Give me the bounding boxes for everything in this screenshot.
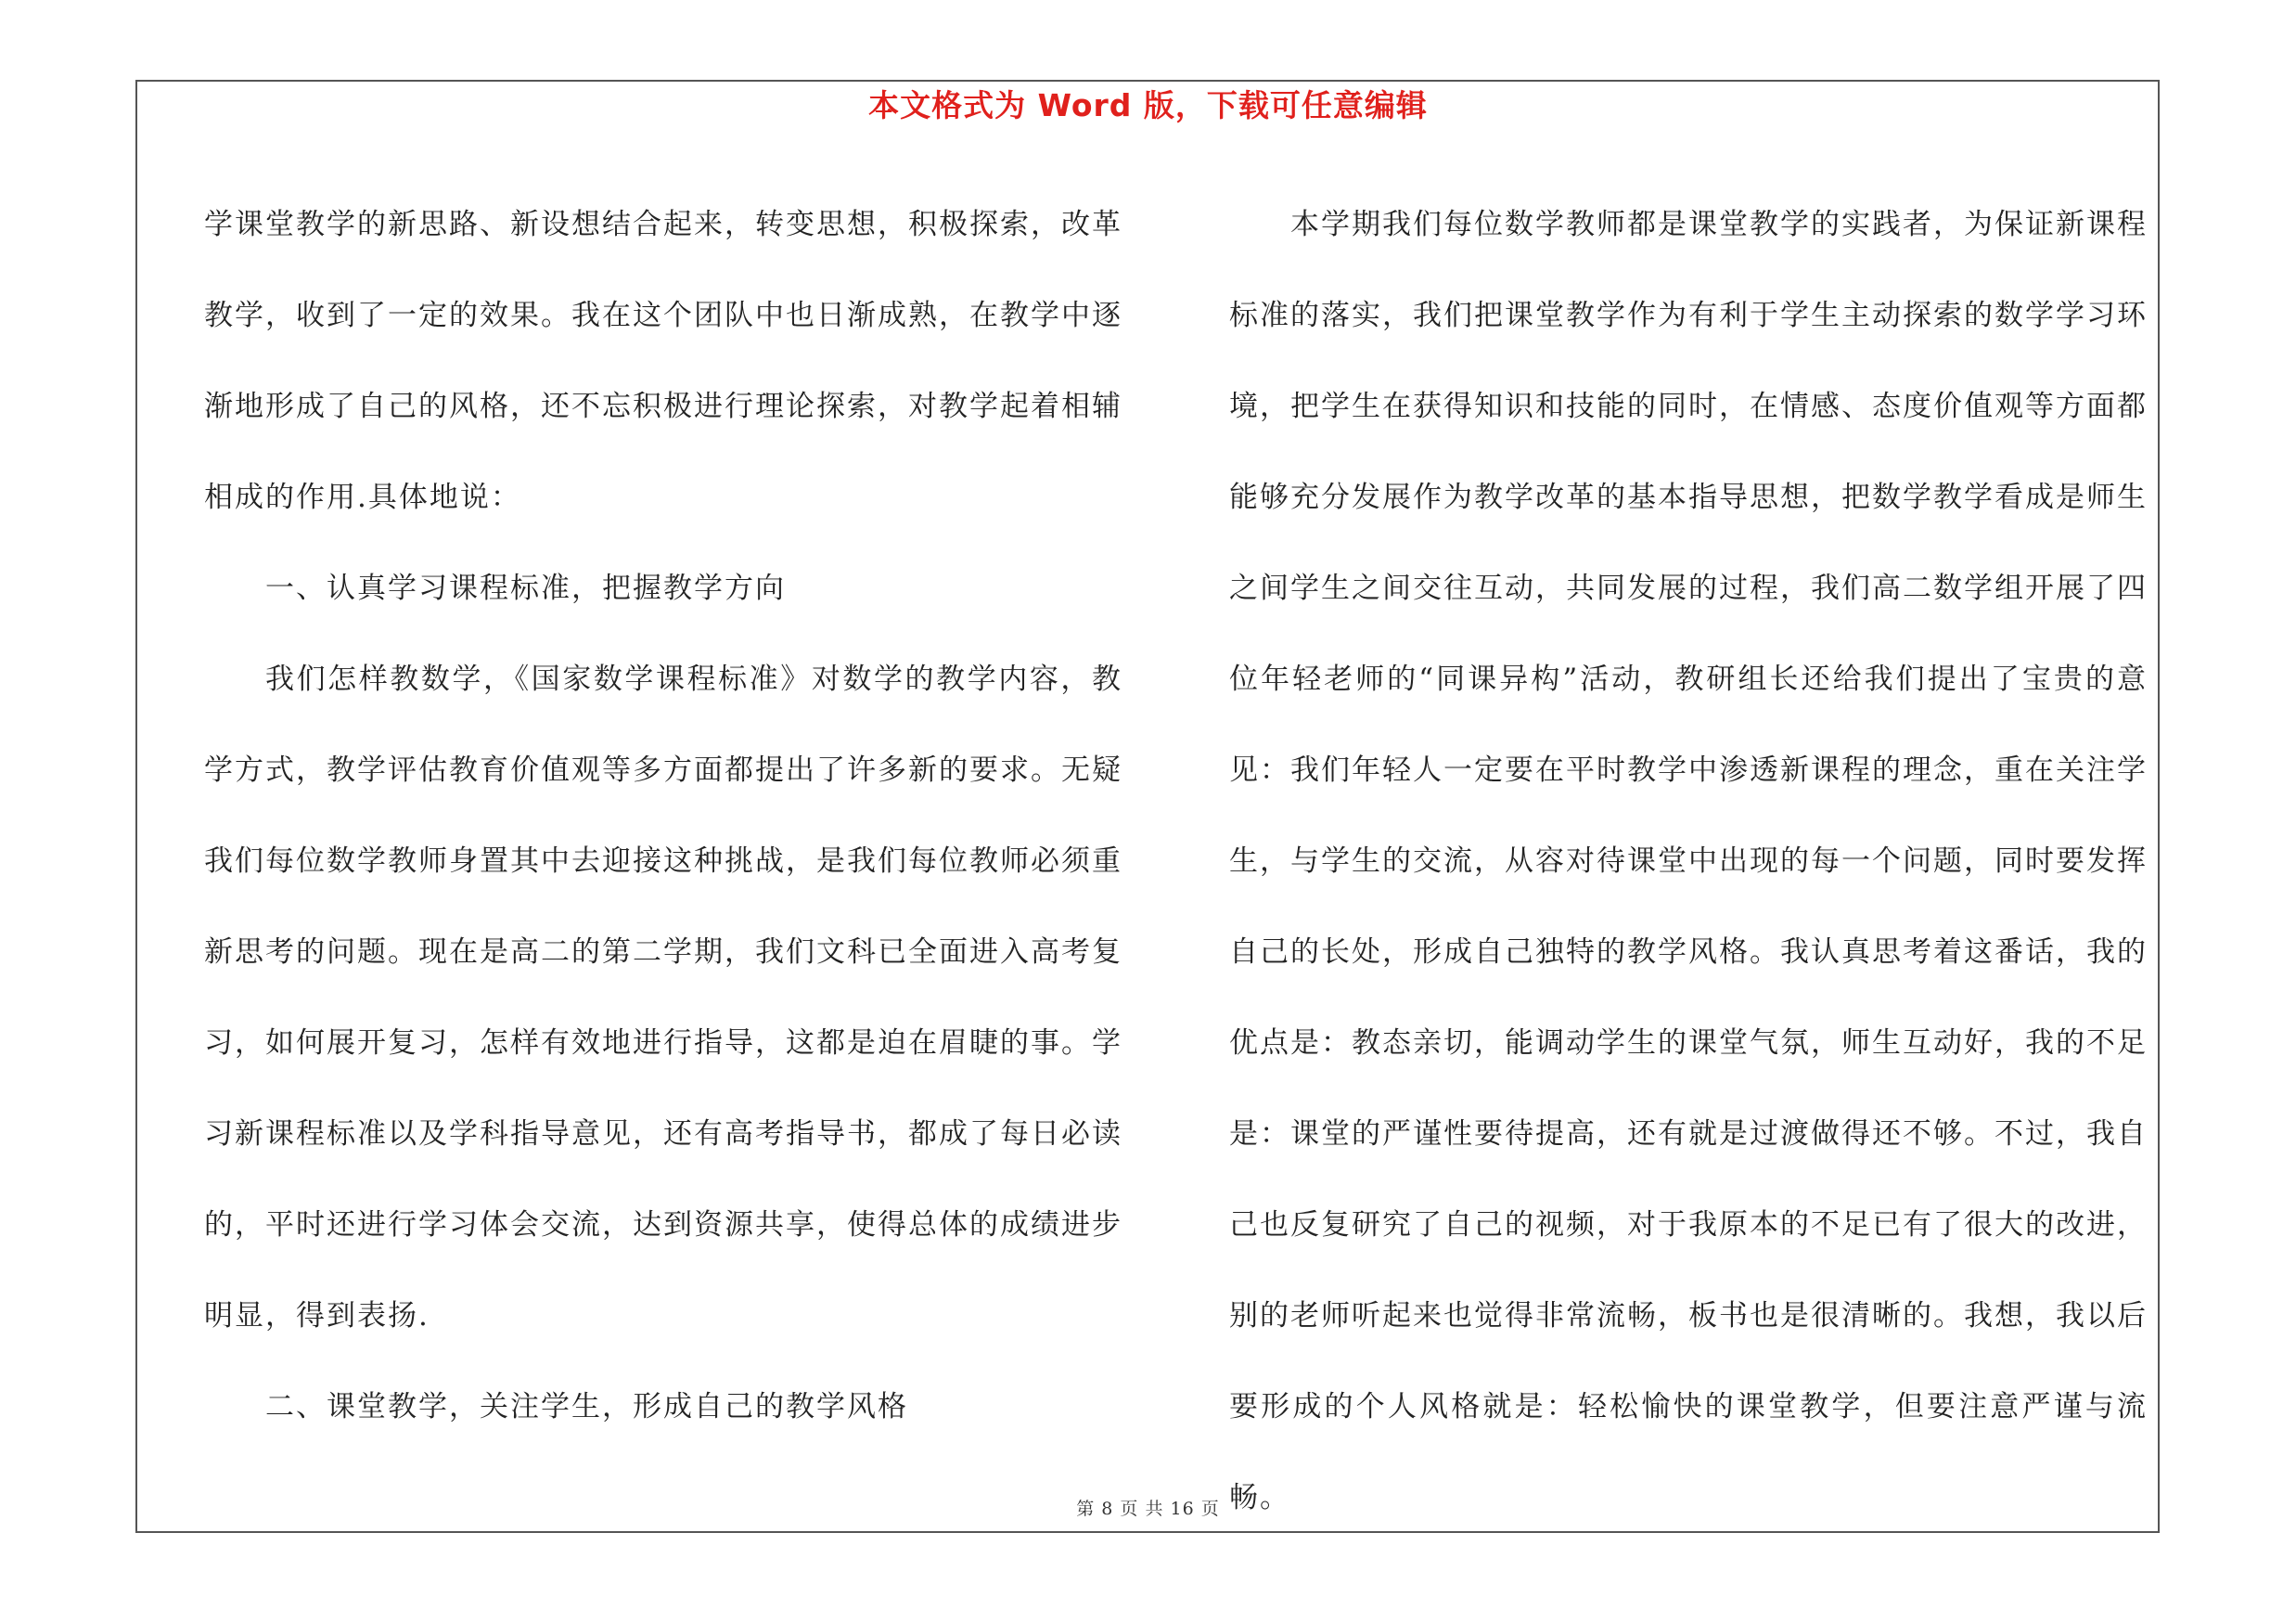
paragraph: 学课堂教学的新思路、新设想结合起来，转变思想，积极探索，改革教学，收到了一定的效果。我在这个团队中也日渐成熟，在教学中逐渐地形成了自己的风格，还不忘积极进行理论探索，对教学起着相辅相成的作用.具体地说：	[204, 208, 1122, 514]
right-text-column	[1229, 179, 2148, 1543]
format-banner: 本文格式为 Word 版，下载可任意编辑	[868, 87, 1428, 123]
paragraph: 我们怎样教数学，《国家数学课程标准》对数学的教学内容，教学方式，教学评估教育价值观等多方面都提出了许多新的要求。无疑我们每位数学教师身置其中去迎接这种挑战，是我们每位教师必须重新思考的问题。现在是高二的第二学期，我们文科已全面进入高考复习，如何展开复习，怎样有效地进行指导，这都是迫在眉睫的事。学习新课程标准以及学科指导意见，还有高考指导书，都成了每日必读的，平时还进行学习体会交流，达到资源共享，使得总体的成绩进步明显，得到表扬.	[204, 663, 1122, 1333]
page-number-footer: 第 8 页 共 16 页	[1076, 1499, 1220, 1519]
paragraph: 本学期我们每位数学教师都是课堂教学的实践者，为保证新课程标准的落实，我们把课堂教学作为有利于学生主动探索的数学学习环境，把学生在获得知识和技能的同时，在情感、态度价值观等方面都能够充分发展作为教学改革的基本指导思想，把数学教学看成是师生之间学生之间交往互动，共同发展的过程，我们高二数学组开展了四位年轻老师的“同课异构”活动，教研组长还给我们提出了宝贵的意见：我们年轻人一定要在平时教学中渗透新课程的理念，重在关注学生，与学生的交流，从容对待课堂中出现的每一个问题，同时要发挥自己的长处，形成自己独特的教学风格。我认真思考着这番话，我的优点是：教态亲切，能调动学生的课堂气氛，师生互动好，我的不足是：课堂的严谨性要待提高，还有就是过渡做得还不够。不过，我自己也反复研究了自己的视频，对于我原本的不足已有了很大的改进，别的老师听起来也觉得非常流畅，板书也是很清晰的。我想，我以后要形成的个人风格就是：轻松愉快的课堂教学，但要注意严谨与流畅。	[1229, 208, 2148, 1514]
left-text-column	[204, 179, 1122, 1452]
section-heading-2: 二、课堂教学，关注学生，形成自己的教学风格	[265, 1390, 908, 1423]
section-heading-1: 一、认真学习课程标准，把握教学方向	[265, 572, 786, 605]
